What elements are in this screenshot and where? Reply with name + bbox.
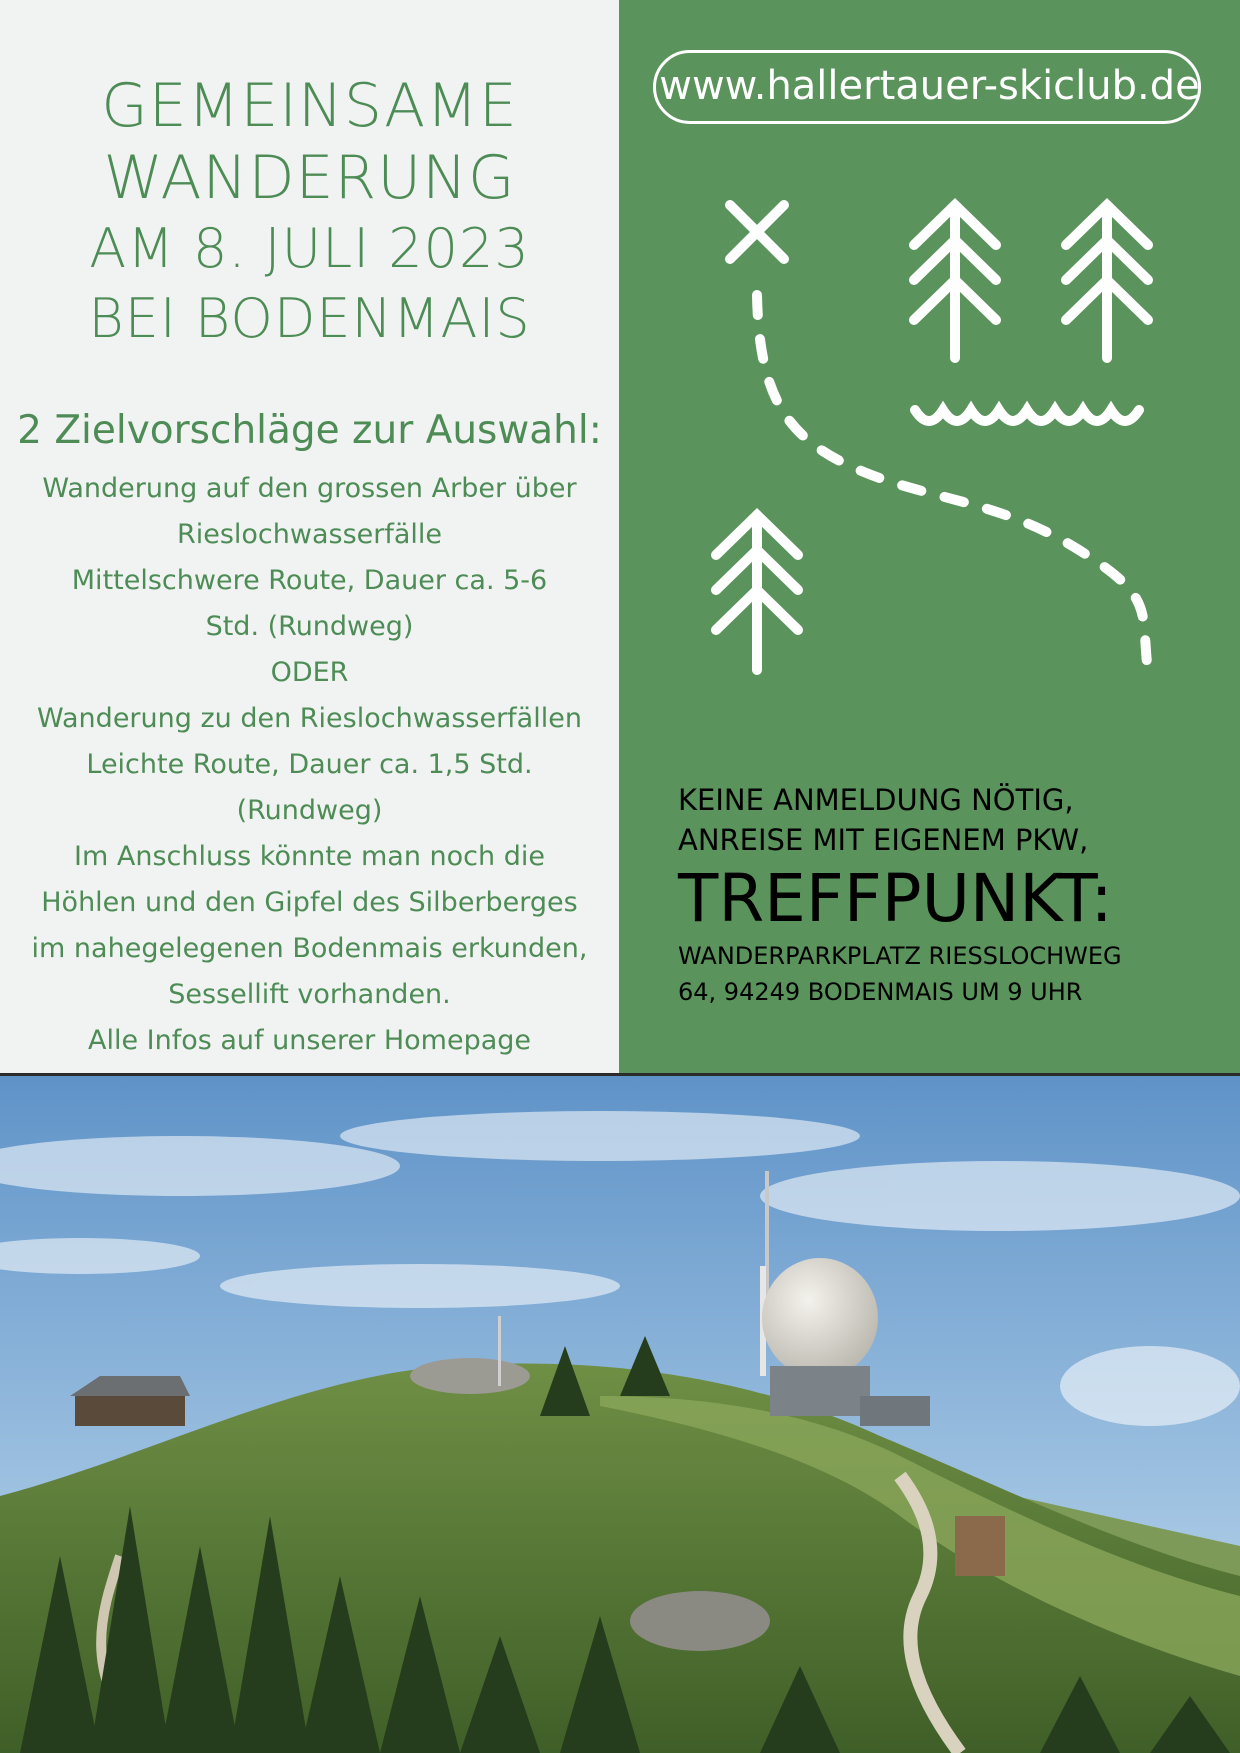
- body-line: Sessellift vorhanden.: [168, 979, 451, 1010]
- left-panel: [0, 0, 619, 1073]
- trail-map-illustration: [619, 170, 1240, 690]
- mountain-summit-photo: [0, 1076, 1240, 1753]
- headline-line-4: BEI BODENMAIS: [88, 287, 531, 350]
- body-line: Im Anschluss könnte man noch die: [74, 841, 545, 872]
- body-line: Wanderung auf den grossen Arber über: [42, 473, 577, 504]
- body-line: Höhlen und den Gipfel des Silberberges: [41, 887, 578, 918]
- body-line: im nahegelegenen Bodenmais erkunden,: [31, 933, 588, 964]
- body-line: Alle Infos auf unserer Homepage: [87, 1025, 532, 1056]
- no-registration-text: KEINE ANMELDUNG NÖTIG,: [678, 783, 1074, 817]
- description-text: [0, 466, 619, 1064]
- pine-tree-icon: [716, 515, 798, 670]
- body-line: Wanderung zu den Rieslochwasserfällen: [37, 703, 582, 734]
- meeting-info: [678, 780, 1218, 1010]
- body-line: Std. (Rundweg): [205, 611, 414, 642]
- options-subheading: 2 Zielvorschläge zur Auswahl:: [17, 408, 602, 453]
- address-line-1: WANDERPARKPLATZ RIESSLOCHWEG: [678, 942, 1122, 970]
- body-line: Mittelschwere Route, Dauer ca. 5-6: [71, 565, 548, 596]
- pine-tree-icon: [1066, 205, 1148, 358]
- address-line-2: 64, 94249 BODENMAIS UM 9 UHR: [678, 978, 1083, 1006]
- travel-text: ANREISE MIT EIGENEM PKW,: [678, 823, 1089, 857]
- headline-line-2: WANDERUNG: [103, 143, 516, 213]
- body-line: Leichte Route, Dauer ca. 1,5 Std.: [86, 749, 533, 780]
- body-line: ODER: [270, 657, 349, 688]
- water-waves-icon: [915, 410, 1139, 421]
- pine-tree-icon: [914, 205, 996, 358]
- headline-line-1: GEMEINSAME: [101, 71, 518, 141]
- website-link[interactable]: www.hallertauer-skiclub.de: [659, 63, 1200, 109]
- event-headline: [0, 70, 619, 354]
- meeting-point-label: TREFFPUNKT:: [678, 860, 1113, 937]
- x-mark-icon: [730, 205, 784, 259]
- body-line: (Rundweg): [236, 795, 383, 826]
- body-line: Rieslochwasserfälle: [176, 519, 443, 550]
- headline-line-3: AM 8. JULI 2023: [89, 217, 530, 280]
